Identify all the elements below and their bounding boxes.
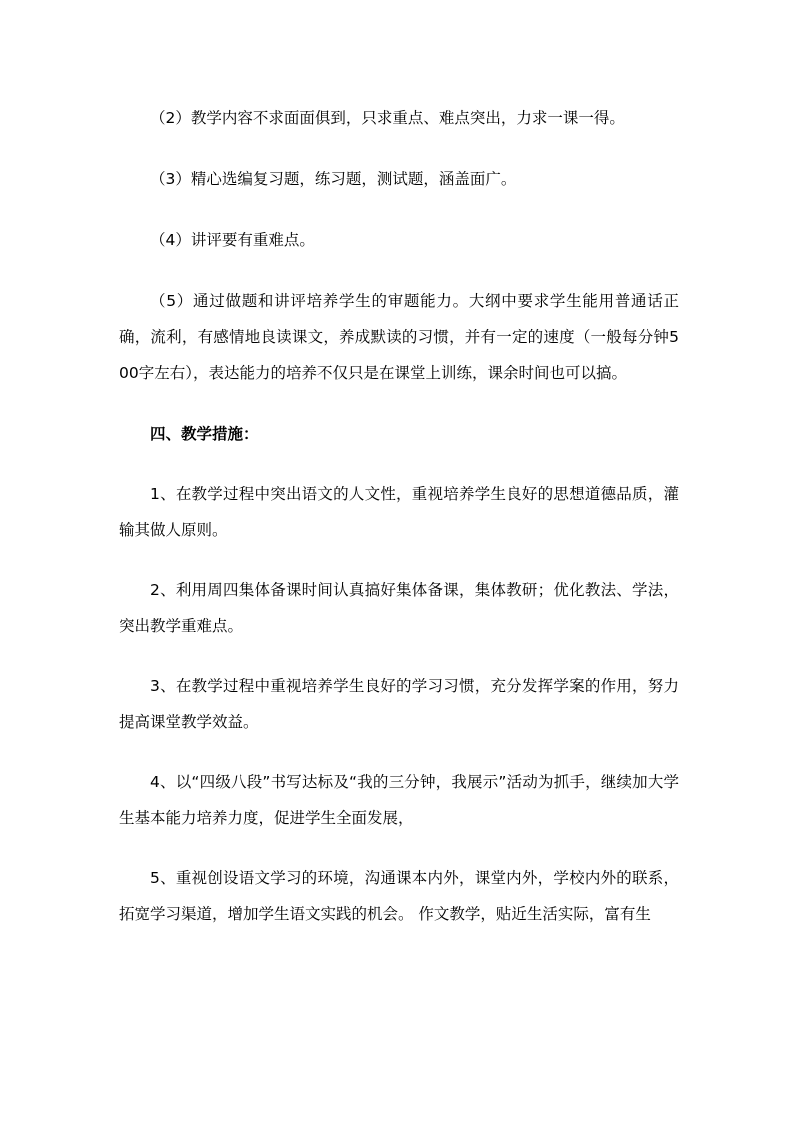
- measure-item-1: 1、在教学过程中突出语文的人文性，重视培养学生良好的思想道德品质，灌输其做人原则。: [119, 485, 679, 539]
- document-body: [119, 100, 679, 932]
- paragraph-item-4: （4）讲评要有重难点。: [150, 231, 315, 249]
- measure-item-3: 3、在教学过程中重视培养学生良好的学习习惯，充分发挥学案的作用，努力提高课堂教学效益。: [119, 677, 679, 731]
- paragraph-item-2: （2）教学内容不求面面俱到，只求重点、难点突出，力求一课一得。: [150, 109, 625, 127]
- measure-item-2: 2、利用周四集体备课时间认真搞好集体备课，集体教研；优化教法、学法，突出教学重难点。: [119, 581, 679, 635]
- measure-item-4: 4、以“四级八段”书写达标及“我的三分钟，我展示”活动为抓手，继续加大学生基本能力培养力度，促进学生全面发展，: [119, 773, 679, 827]
- paragraph-item-5: （5）通过做题和讲评培养学生的审题能力。大纲中要求学生能用普通话正确，流利，有感情地良读课文，养成默读的习惯，并有一定的速度（一般每分钟500字左右），表达能力的培养不仅只是在课堂上训练，课余时间也可以搞。: [119, 292, 679, 382]
- measure-item-5: 5、重视创设语文学习的环境，沟通课本内外，课堂内外，学校内外的联系，拓宽学习渠道，增加学生语文实践的机会。 作文教学，贴近生活实际，富有生: [119, 869, 679, 923]
- paragraph-item-3: （3）精心选编复习题，练习题，测试题，涵盖面广。: [150, 170, 517, 188]
- section-heading: 四、教学措施：: [150, 425, 259, 443]
